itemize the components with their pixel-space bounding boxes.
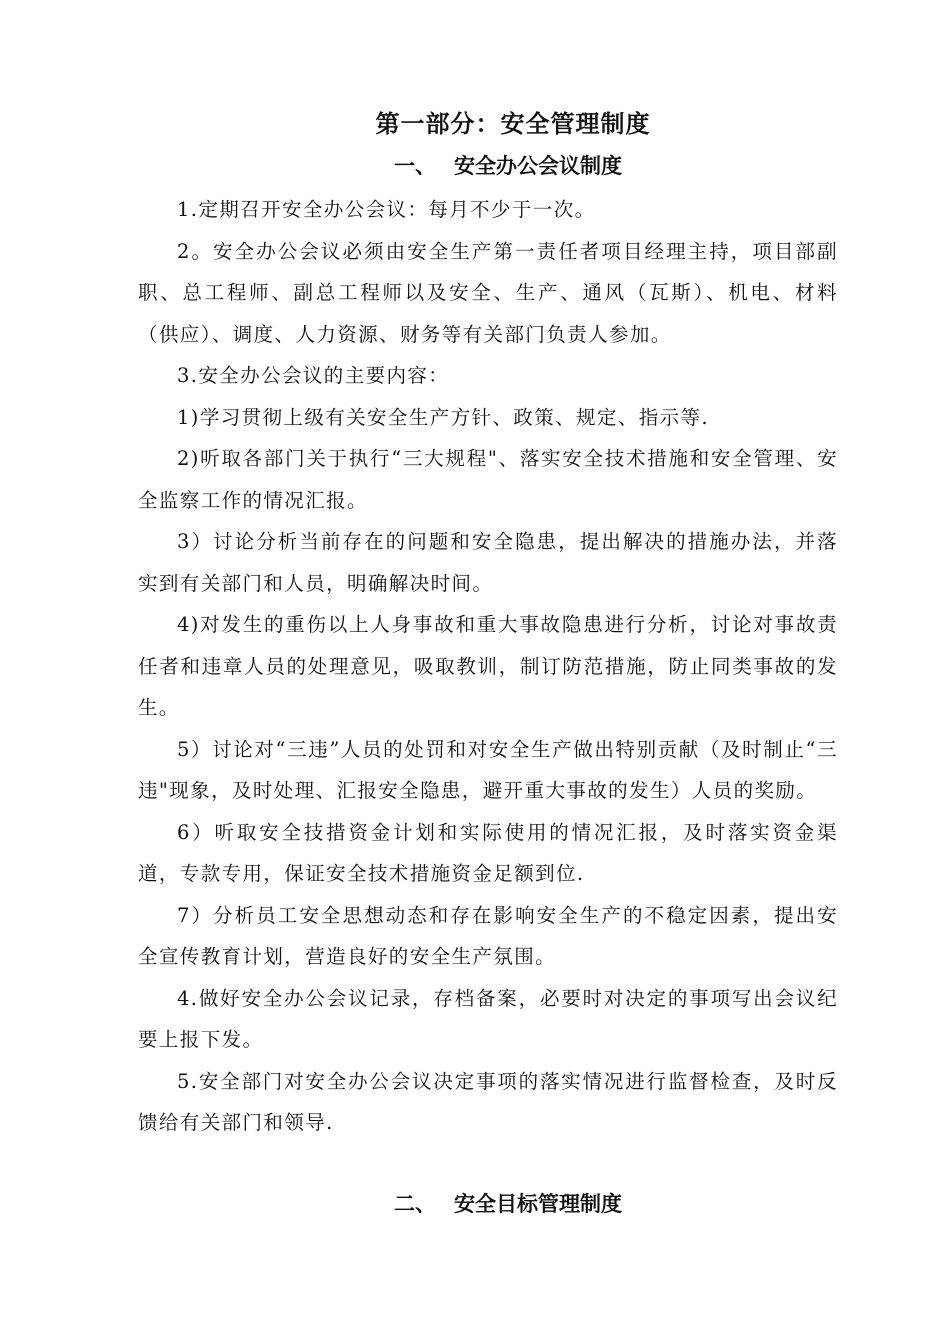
- paragraph: 3.安全办公会议的主要内容：: [177, 364, 450, 387]
- section-body-1: [138, 189, 838, 1144]
- paragraph: 1.定期召开安全办公会议：每月不少于一次。: [177, 198, 596, 221]
- document-title: 第一部分：安全管理制度: [375, 109, 651, 138]
- section-heading-2: [0, 1184, 950, 1224]
- paragraph: 3）讨论分析当前存在的问题和安全隐患，提出解决的措施办法，并落实到有关部门和人员，明确解决时间。: [138, 530, 838, 595]
- paragraph: 4)对发生的重伤以上人身事故和重大事故隐患进行分析，讨论对事故责任者和违章人员的处理意见，吸取教训，制订防范措施，防止同类事故的发生。: [138, 613, 838, 719]
- section-title-2: 安全目标管理制度: [454, 1191, 622, 1216]
- paragraph: 7）分析员工安全思想动态和存在影响安全生产的不稳定因素，提出安全宣传教育计划，营造良好的安全生产氛围。: [138, 903, 838, 968]
- paragraph: 5.安全部门对安全办公会议决定事项的落实情况进行监督检查，及时反馈给有关部门和领导.: [138, 1069, 838, 1134]
- section-heading-1: [0, 146, 950, 186]
- paragraph: 1)学习贯彻上级有关安全生产方针、政策、规定、指示等.: [177, 405, 710, 429]
- paragraph: 4.做好安全办公会议记录，存档备案，必要时对决定的事项写出会议纪要上报下发。: [138, 986, 838, 1051]
- section-title-1: 安全办公会议制度: [454, 153, 622, 178]
- section-number-1: 一、: [394, 153, 436, 178]
- paragraph: 2)听取各部门关于执行“三大规程"、落实安全技术措施和安全管理、安全监察工作的情况汇报。: [138, 447, 838, 512]
- paragraph: 5）讨论对“三违”人员的处罚和对安全生产做出特别贡献（及时制止“三违"现象，及时处理、汇报安全隐患，避开重大事故的发生）人员的奖励。: [138, 737, 838, 802]
- paragraph: 6）听取安全技措资金计划和实际使用的情况汇报，及时落实资金渠道，专款专用，保证安全技术措施资金足额到位.: [138, 820, 838, 885]
- section-number-2: 二、: [394, 1191, 436, 1216]
- paragraph: 2。安全办公会议必须由安全生产第一责任者项目经理主持，项目部副职、总工程师、副总工程师以及安全、生产、通风（瓦斯）、机电、材料（供应）、调度、人力资源、财务等有关部门负责人参加。: [138, 239, 838, 346]
